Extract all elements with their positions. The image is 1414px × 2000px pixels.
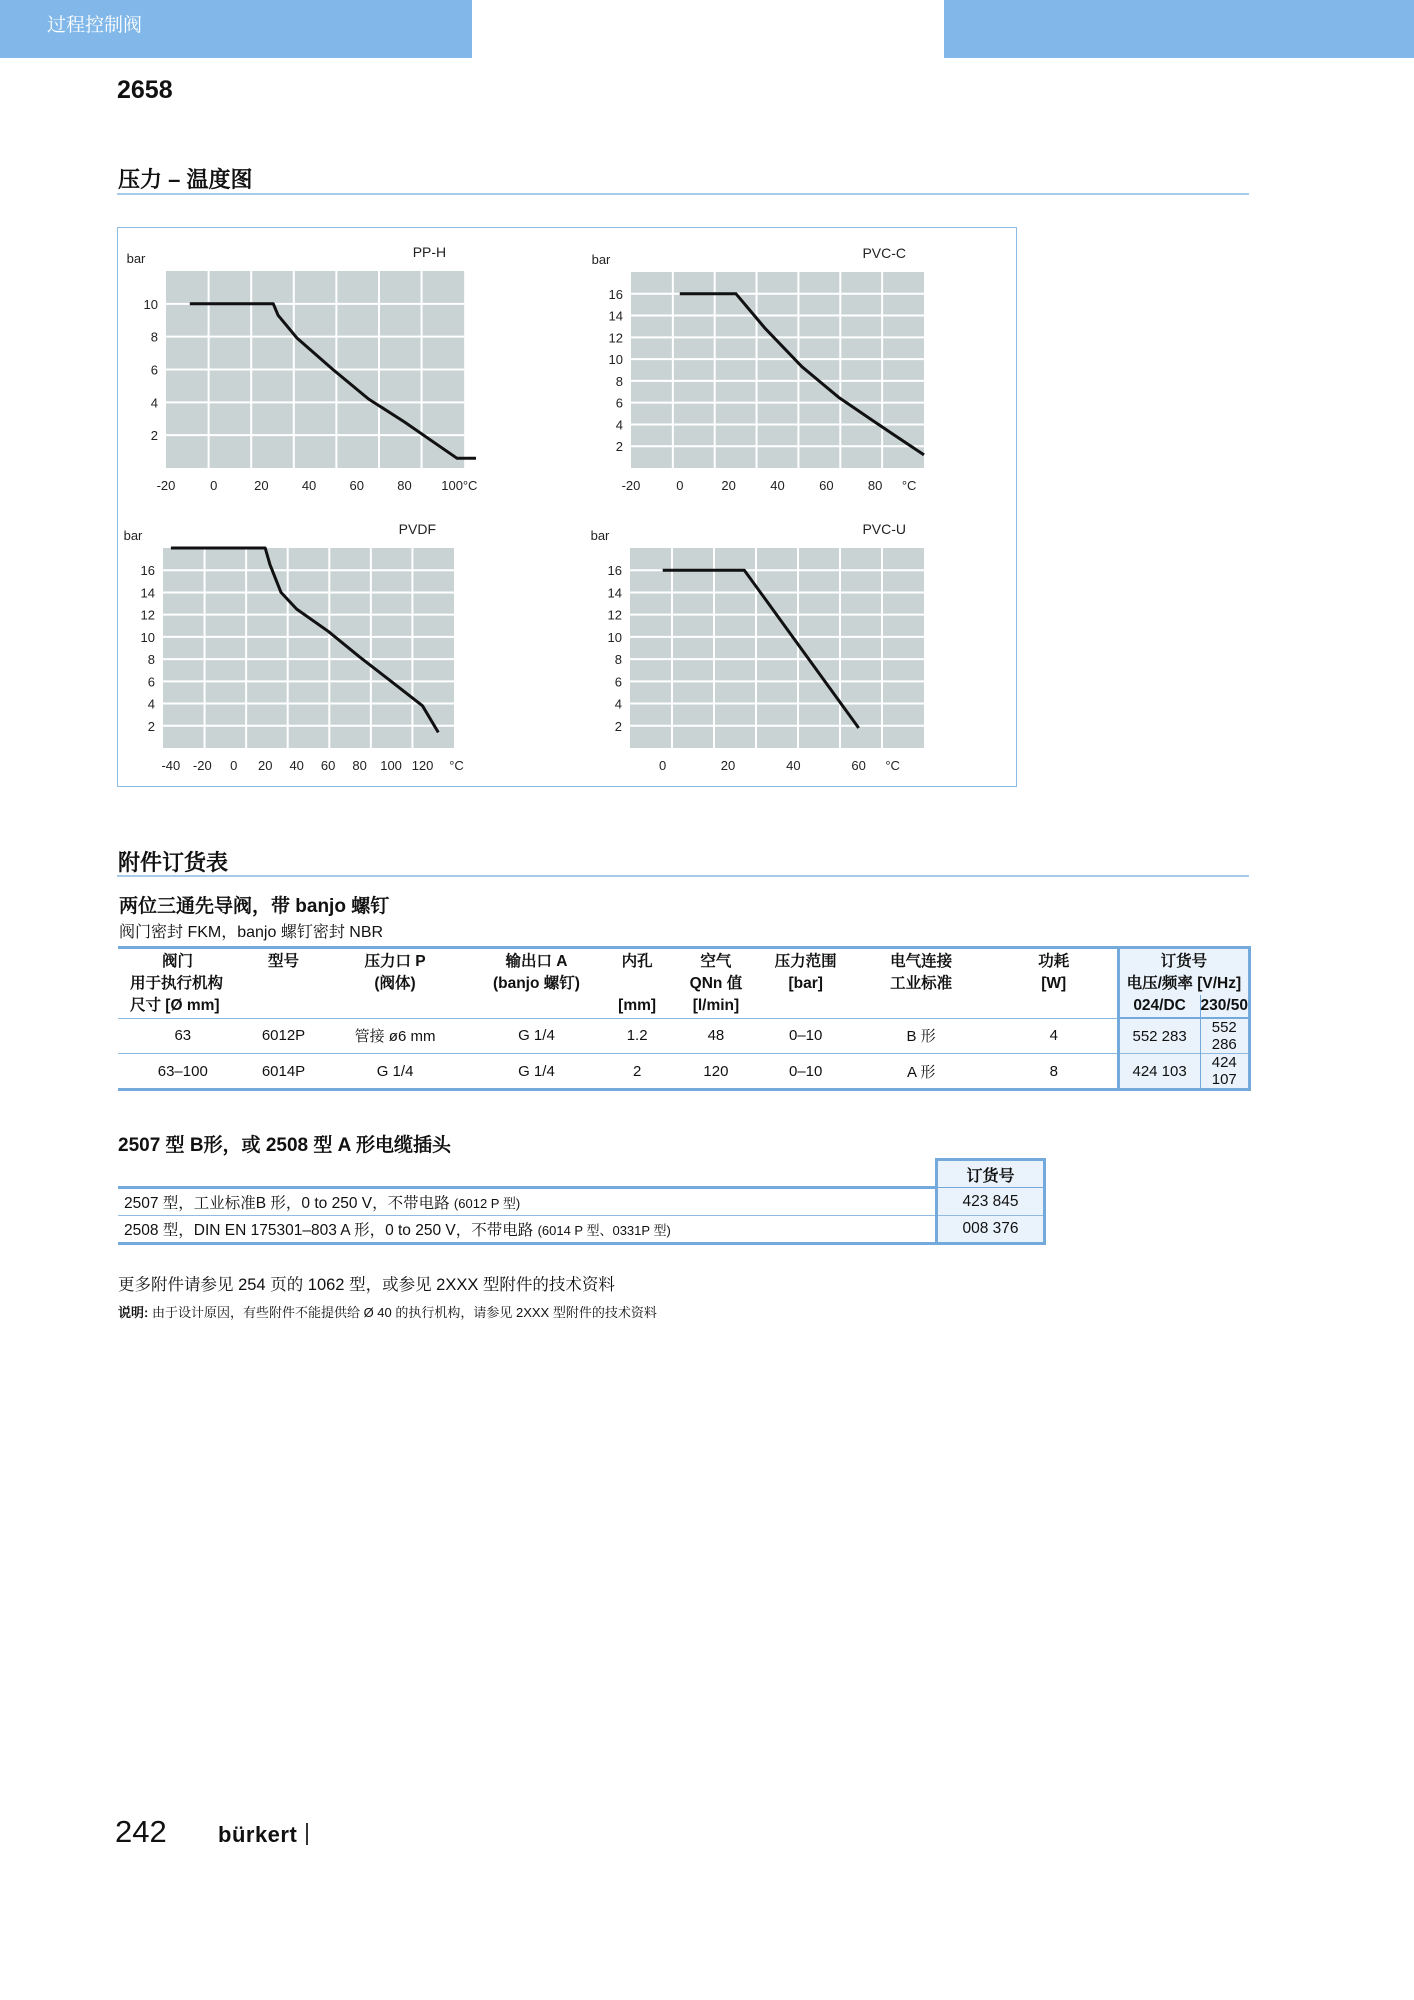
col-air: 空气 QNn 值 [l/min]	[689, 953, 743, 1014]
chart-y-tick-label: 12	[608, 330, 623, 346]
brand-logo: bürkert	[218, 1822, 298, 1847]
chart-x-tick-label: 80	[352, 758, 367, 773]
chart-y-tick-label: 2	[614, 718, 622, 734]
chart-y-tick-label: 10	[608, 352, 623, 368]
accessories-title: 附件订货表	[118, 850, 229, 875]
chart-y-tick-label: 10	[143, 296, 158, 312]
chart-x-tick-label: 20	[721, 478, 736, 493]
table-cell-type: 6012P	[248, 1018, 320, 1054]
table-cell-power: 4	[991, 1018, 1118, 1054]
col-orifice: 内孔 [mm]	[618, 953, 657, 1014]
chart-x-tick-label: 20	[258, 758, 273, 773]
chart-x-tick-label: 60	[349, 478, 365, 493]
chart-title: PVC-C	[862, 245, 906, 261]
table-cell-range: 0–10	[760, 1018, 852, 1054]
chart-ylabel: bar	[123, 528, 143, 543]
chart-y-tick-label: 4	[150, 395, 158, 411]
plug-order-table	[118, 1158, 1046, 1245]
chart-y-tick-label: 2	[615, 439, 623, 455]
table-cell-port: 管接 ø6 mm	[319, 1018, 470, 1054]
chart-xlabel: °C	[901, 478, 917, 493]
logo-divider	[306, 1823, 308, 1845]
chart-x-tick-label: 40	[289, 758, 304, 773]
col-pressure-port: 压力口 P (阀体)	[364, 953, 426, 992]
chart-x-tick-label: -20	[192, 758, 212, 773]
chart-y-tick-label: 10	[140, 629, 155, 645]
col-type: 型号	[268, 953, 300, 970]
chart-y-tick-label: 2	[150, 428, 158, 444]
chart-x-tick-label: 40	[301, 478, 317, 493]
chart-plot-area	[630, 548, 924, 748]
charts-svg	[118, 228, 1018, 788]
col-electrical: 电气连接 工业标准	[890, 953, 953, 992]
table-cell-air: 120	[672, 1054, 760, 1090]
accessory-order-table	[118, 946, 1251, 1091]
col-order-ac: 230/50	[1200, 995, 1249, 1018]
table-cell-dc: 552 283	[1118, 1018, 1200, 1054]
chart-x-tick-label: 20	[720, 758, 736, 773]
chart-y-tick-label: 6	[615, 395, 623, 411]
chart-title: PVC-U	[862, 521, 906, 537]
chart-x-tick-label: 0	[659, 758, 667, 773]
chart-title: PP-H	[412, 244, 447, 260]
table-cell-elec: B 形	[852, 1018, 991, 1054]
table-cell-size: 63	[118, 1018, 248, 1054]
remark-note: 说明: 由于设计原因，有些附件不能提供给 Ø 40 的执行机构，请参见 2XXX 型附件的技术资料	[118, 1305, 657, 1320]
chart-x-tick-label: 80	[397, 478, 412, 493]
chart-x-tick-label: 100	[441, 478, 464, 493]
chart-y-tick-label: 8	[147, 652, 155, 668]
table-cell-air: 48	[672, 1018, 760, 1054]
chart-x-tick-label: 120	[411, 758, 434, 773]
chart-y-tick-label: 14	[140, 585, 155, 601]
table-cell-outlet: G 1/4	[471, 1018, 603, 1054]
chart-x-tick-label: -20	[156, 478, 176, 493]
chart-xlabel: °C	[449, 758, 464, 773]
table-cell-dc: 424 103	[1118, 1054, 1200, 1090]
chart-x-tick-label: 0	[210, 478, 218, 493]
section-rule	[117, 875, 1249, 877]
chart-y-tick-label: 4	[615, 417, 623, 433]
chart-y-tick-label: 14	[607, 585, 622, 601]
pt-section-title: 压力 – 温度图	[118, 167, 253, 192]
chart-ylabel: bar	[591, 252, 611, 267]
table-row	[118, 1018, 1250, 1054]
col-valve: 阀门 用于执行机构 尺寸 [Ø mm]	[130, 953, 224, 1014]
chart-ylabel: bar	[126, 251, 146, 266]
table-cell-size: 63–100	[118, 1054, 248, 1090]
table-cell-port: G 1/4	[319, 1054, 470, 1090]
chart-x-tick-label: 0	[676, 478, 684, 493]
chart-y-tick-label: 6	[147, 674, 155, 690]
header-bar-right	[944, 0, 1414, 58]
col-range: 压力范围 [bar]	[774, 953, 837, 992]
table-cell-power: 8	[991, 1054, 1118, 1090]
col-order: 订货号 电压/频率 [V/Hz]	[1118, 948, 1249, 996]
chart-y-tick-label: 12	[140, 607, 155, 623]
table-row	[118, 1054, 1250, 1090]
table-cell-outlet: G 1/4	[471, 1054, 603, 1090]
plug-order-header: 订货号	[937, 1160, 1045, 1188]
col-order-dc: 024/DC	[1118, 995, 1200, 1018]
chart-plot-area	[163, 548, 454, 748]
table-cell-orifice: 2	[602, 1054, 672, 1090]
chart-y-tick-label: 10	[607, 629, 622, 645]
chart-y-tick-label: 16	[608, 286, 623, 302]
col-outlet: 输出口 A (banjo 螺钉)	[492, 953, 580, 992]
chart-x-tick-label: 80	[867, 478, 883, 493]
chart-x-tick-label: 60	[851, 758, 866, 773]
chart-y-tick-label: 2	[147, 718, 155, 734]
chart-x-tick-label: 40	[770, 478, 785, 493]
chart-x-tick-label: 60	[320, 758, 336, 773]
plug-order-no: 008 376	[937, 1216, 1045, 1244]
chart-y-tick-label: 6	[150, 362, 158, 378]
chart-x-tick-label: 40	[786, 758, 801, 773]
header-category: 过程控制阀	[47, 15, 143, 36]
header-bar-left	[0, 0, 472, 58]
chart-x-tick-label: -20	[621, 478, 641, 493]
chart-y-tick-label: 16	[607, 563, 622, 579]
chart-x-tick-label: 60	[819, 478, 834, 493]
col-power: 功耗 [W]	[1038, 953, 1070, 992]
page-number: 242	[115, 1814, 167, 1849]
chart-x-tick-label: 20	[254, 478, 269, 493]
plug-desc: 2507 型，工业标准B 形，0 to 250 V，不带电路 (6012 P 型)	[118, 1188, 937, 1216]
plug-title: 2507 型 B形，或 2508 型 A 形电缆插头	[118, 1135, 451, 1156]
plug-header-spacer	[118, 1160, 937, 1188]
chart-x-tick-label: 100	[380, 758, 402, 773]
chart-x-tick-label: -40	[161, 758, 181, 773]
chart-y-tick-label: 4	[147, 696, 155, 712]
chart-y-tick-label: 6	[614, 674, 622, 690]
chart-y-tick-label: 4	[614, 696, 622, 712]
table-cell-ac: 424 107	[1200, 1054, 1249, 1090]
chart-xlabel: °C	[462, 478, 478, 493]
table-cell-ac: 552 286	[1200, 1018, 1249, 1054]
chart-plot-area	[631, 272, 924, 468]
table-cell-elec: A 形	[852, 1054, 991, 1090]
accessories-subtitle: 两位三通先导阀，带 banjo 螺钉	[119, 896, 390, 917]
table-cell-type: 6014P	[248, 1054, 320, 1090]
pressure-temperature-charts	[117, 227, 1017, 787]
plug-desc: 2508 型，DIN EN 175301–803 A 形，0 to 250 V，不带电路 (6014 P 型、0331P 型)	[118, 1216, 937, 1244]
more-accessories-note: 更多附件请参见 254 页的 1062 型，或参见 2XXX 型附件的技术资料	[118, 1276, 615, 1294]
accessories-note: 阀门密封 FKM，banjo 螺钉密封 NBR	[119, 924, 384, 941]
chart-y-tick-label: 14	[608, 308, 623, 324]
chart-y-tick-label: 8	[615, 373, 623, 389]
chart-ylabel: bar	[590, 528, 610, 543]
chart-y-tick-label: 8	[150, 329, 158, 345]
chart-y-tick-label: 8	[614, 652, 622, 668]
chart-y-tick-label: 16	[140, 563, 155, 579]
section-rule	[117, 193, 1249, 195]
chart-title: PVDF	[398, 521, 436, 537]
chart-xlabel: °C	[885, 758, 900, 773]
table-cell-orifice: 1.2	[602, 1018, 672, 1054]
model-number: 2658	[117, 76, 173, 104]
table-cell-range: 0–10	[760, 1054, 852, 1090]
chart-y-tick-label: 12	[607, 607, 622, 623]
chart-x-tick-label: 0	[230, 758, 238, 773]
plug-order-no: 423 845	[937, 1188, 1045, 1216]
